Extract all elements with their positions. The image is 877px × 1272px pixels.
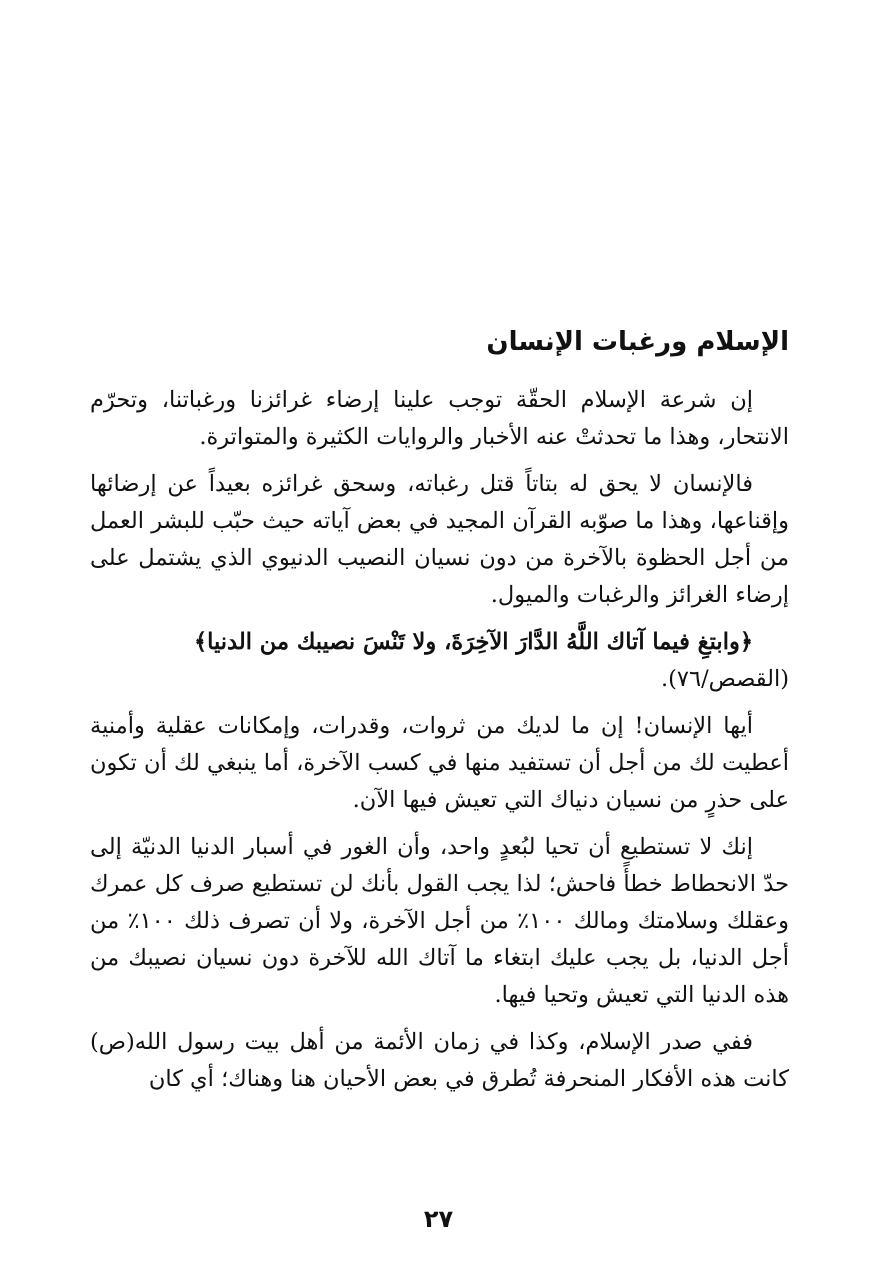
paragraph-1: إن شرعة الإسلام الحقّة توجب علينا إرضاء غرائزنا ورغباتنا، وتحرّم الانتحار، وهذا ما تحدثتْ عنه الأخبار والروايات الكثيرة والمتواترة. — [90, 387, 789, 450]
page-number: ٢٧ — [423, 1205, 454, 1233]
quran-verse — [90, 624, 789, 698]
paragraph-5: ففي صدر الإسلام، وكذا في زمان الأئمة من أهل بيت رسول الله(ص) كانت هذه الأفكار المنحرفة تُطرق في بعض الأحيان هنا وهناك؛ أي كان — [90, 1029, 789, 1092]
section-heading: الإسلام ورغبات الإنسان — [486, 327, 789, 357]
paragraph-2: فالإنسان لا يحق له بتاتاً قتل رغباته، وسحق غرائزه بعيداً عن إرضائها وإقناعها، وهذا ما صوّبه القرآن المجيد في بعض آياته حيث حبّب للبشر العمل من أجل الحظوة بالآخرة من دون نسيان النصيب الدنيوي الذي يشتمل على إرضاء الغرائز والرغبات والميول. — [90, 471, 789, 608]
verse-text: ﴿وابتغِ فيما آتاك اللَّهُ الدَّارَ الآخِرَةَ، ولا تَنْسَ نصيبك من الدنيا﴾ — [193, 629, 753, 655]
page-body — [90, 322, 789, 1108]
paragraph-4: إنك لا تستطيع أن تحيا لبُعدٍ واحد، وأن الغور في أسبار الدنيا الدنيّة إلى حدّ الانحطاط خطأً فاحش؛ لذا يجب القول بأنك لن تستطيع صرف كل عمرك وعقلك وسلامتك ومالك ١٠٠٪ من أجل الآخرة، ولا أن تصرف ذلك ١٠٠٪ من أجل الدنيا، بل يجب عليك ابتغاء ما آتاك الله للآخرة دون نسيان نصيبك من هذه الدنيا التي تعيش وتحيا فيها. — [90, 834, 789, 1008]
paragraph-3: أيها الإنسان! إن ما لديك من ثروات، وقدرات، وإمكانات عقلية وأمنية أعطيت لك من أجل أن تستفيد منها في كسب الآخرة، أما ينبغي لك أن تكون على حذرٍ من نسيان دنياك التي تعيش فيها الآن. — [90, 713, 789, 813]
verse-reference: (القصص/٧٦). — [660, 666, 789, 692]
